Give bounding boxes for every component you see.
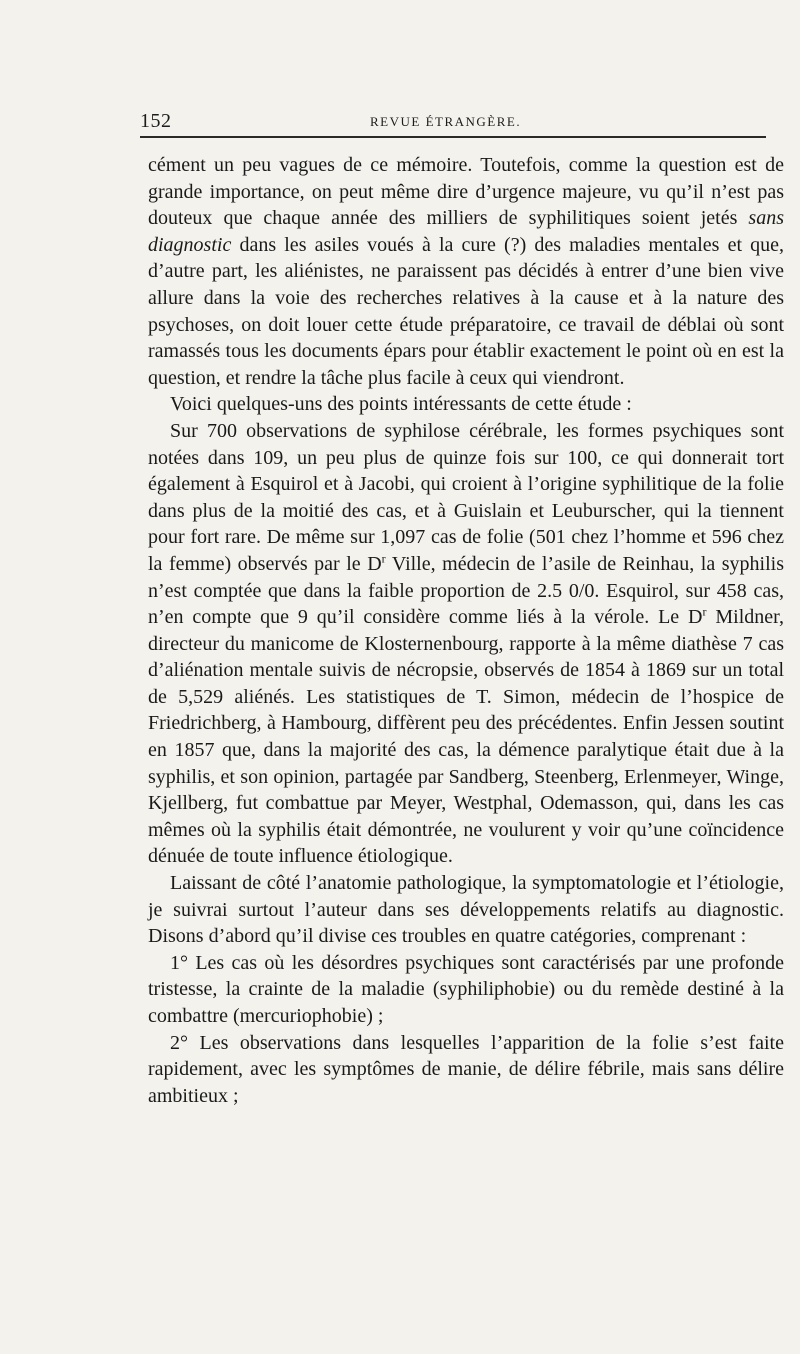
paragraph: Laissant de côté l’anatomie pathologique, la symptomatologie et l’étiologie, je suivrai surtout l’auteur dans ses développements relatifs au diagnostic. Disons d’abord qu’il divise ces troubles en quatre catégories, comprenant : <box>148 872 784 948</box>
page-header <box>140 110 766 134</box>
superscript: r <box>702 604 707 619</box>
emphasized-text: sans diagnostic <box>148 207 784 256</box>
paragraph-continuation <box>148 152 784 391</box>
list-item-1: 1° Les cas où les désordres psychiques sont caractérisés par une profonde tristesse, la crainte de la maladie (syphiliphobie) ou du remède destiné à la combattre (mercuriophobie) ; <box>148 951 784 1027</box>
header-rule <box>140 136 766 138</box>
running-head: REVUE ÉTRANGÈRE. <box>370 114 522 129</box>
list-item-2: 2° Les observations dans lesquelles l’apparition de la folie s’est faite rapidement, avec les symptômes de manie, de délire fébrile, mais sans délire ambitieux ; <box>148 1031 784 1107</box>
body-text <box>148 152 784 1109</box>
paragraph-text: dans les asiles voués à la cure (?) des maladies mentales et que, d’autre part, les aliénistes, ne paraissent pas décidés à entrer d’une bien vive allure dans la voie des recherches relatives à la cause et à la nature des psychoses, on doit louer cette étude préparatoire, ce travail de déblai où sont ramassés tous les documents épars pour établir exactement le point où en est la question, et rendre la tâche plus facile à ceux qui viendront. <box>148 233 784 389</box>
paragraph-statistics <box>148 418 784 870</box>
paragraph-text: Sur 700 observations de syphilose cérébrale, les formes psychiques sont notées dans 109, un peu plus de quinze fois sur 100, ce qui donnerait tort également à Esquirol et à Jacobi, qui croient à l’origine syphilitique de la folie dans plus de la moitié des cas, et à Guislain et Leuburscher, qui la tiennent pour fort rare. De même sur 1,097 cas de folie (501 chez l’homme et 596 chez la femme) observés par le D <box>148 419 784 575</box>
paragraph: Voici quelques-uns des points intéressants de cette étude : <box>170 393 632 416</box>
page-number: 152 <box>140 110 172 132</box>
superscript: r <box>381 551 386 566</box>
paragraph-text: Ville, médecin de l’asile de Reinhau, la syphilis n’est comptée que dans la faible proportion de 2.5 0/0. Esquirol, sur 458 cas, n’en compte que 9 qu’il considère comme liés à la vérole. Le D <box>148 552 784 629</box>
paragraph-text: Mildner, directeur du manicome de Klosternenbourg, rapporte à la même diathèse 7 cas d’aliénation mentale suivis de nécropsie, observés de 1854 à 1869 sur un total de 5,529 aliénés. Les statistiques de T. Simon, médecin de l’hospice de Friedrichberg, à Hambourg, diffèrent peu des précédentes. Enfin Jessen soutint en 1857 que, dans la majorité des cas, la démence paralytique était due à la syphilis, et son opinion, partagée par Sandberg, Steenberg, Erlenmeyer, Winge, Kjellberg, fut combattue par Meyer, Westphal, Odemasson, qui, dans les cas mêmes où la syphilis était démontrée, ne voulurent y voir qu’une coïncidence dénuée de toute influence étiologique. <box>148 606 784 868</box>
paragraph-text: cément un peu vagues de ce mémoire. Toutefois, comme la question est de grande importance, on peut même dire d’urgence majeure, vu qu’il n’est pas douteux que chaque année des milliers de syphilitiques soient jetés <box>148 154 784 230</box>
